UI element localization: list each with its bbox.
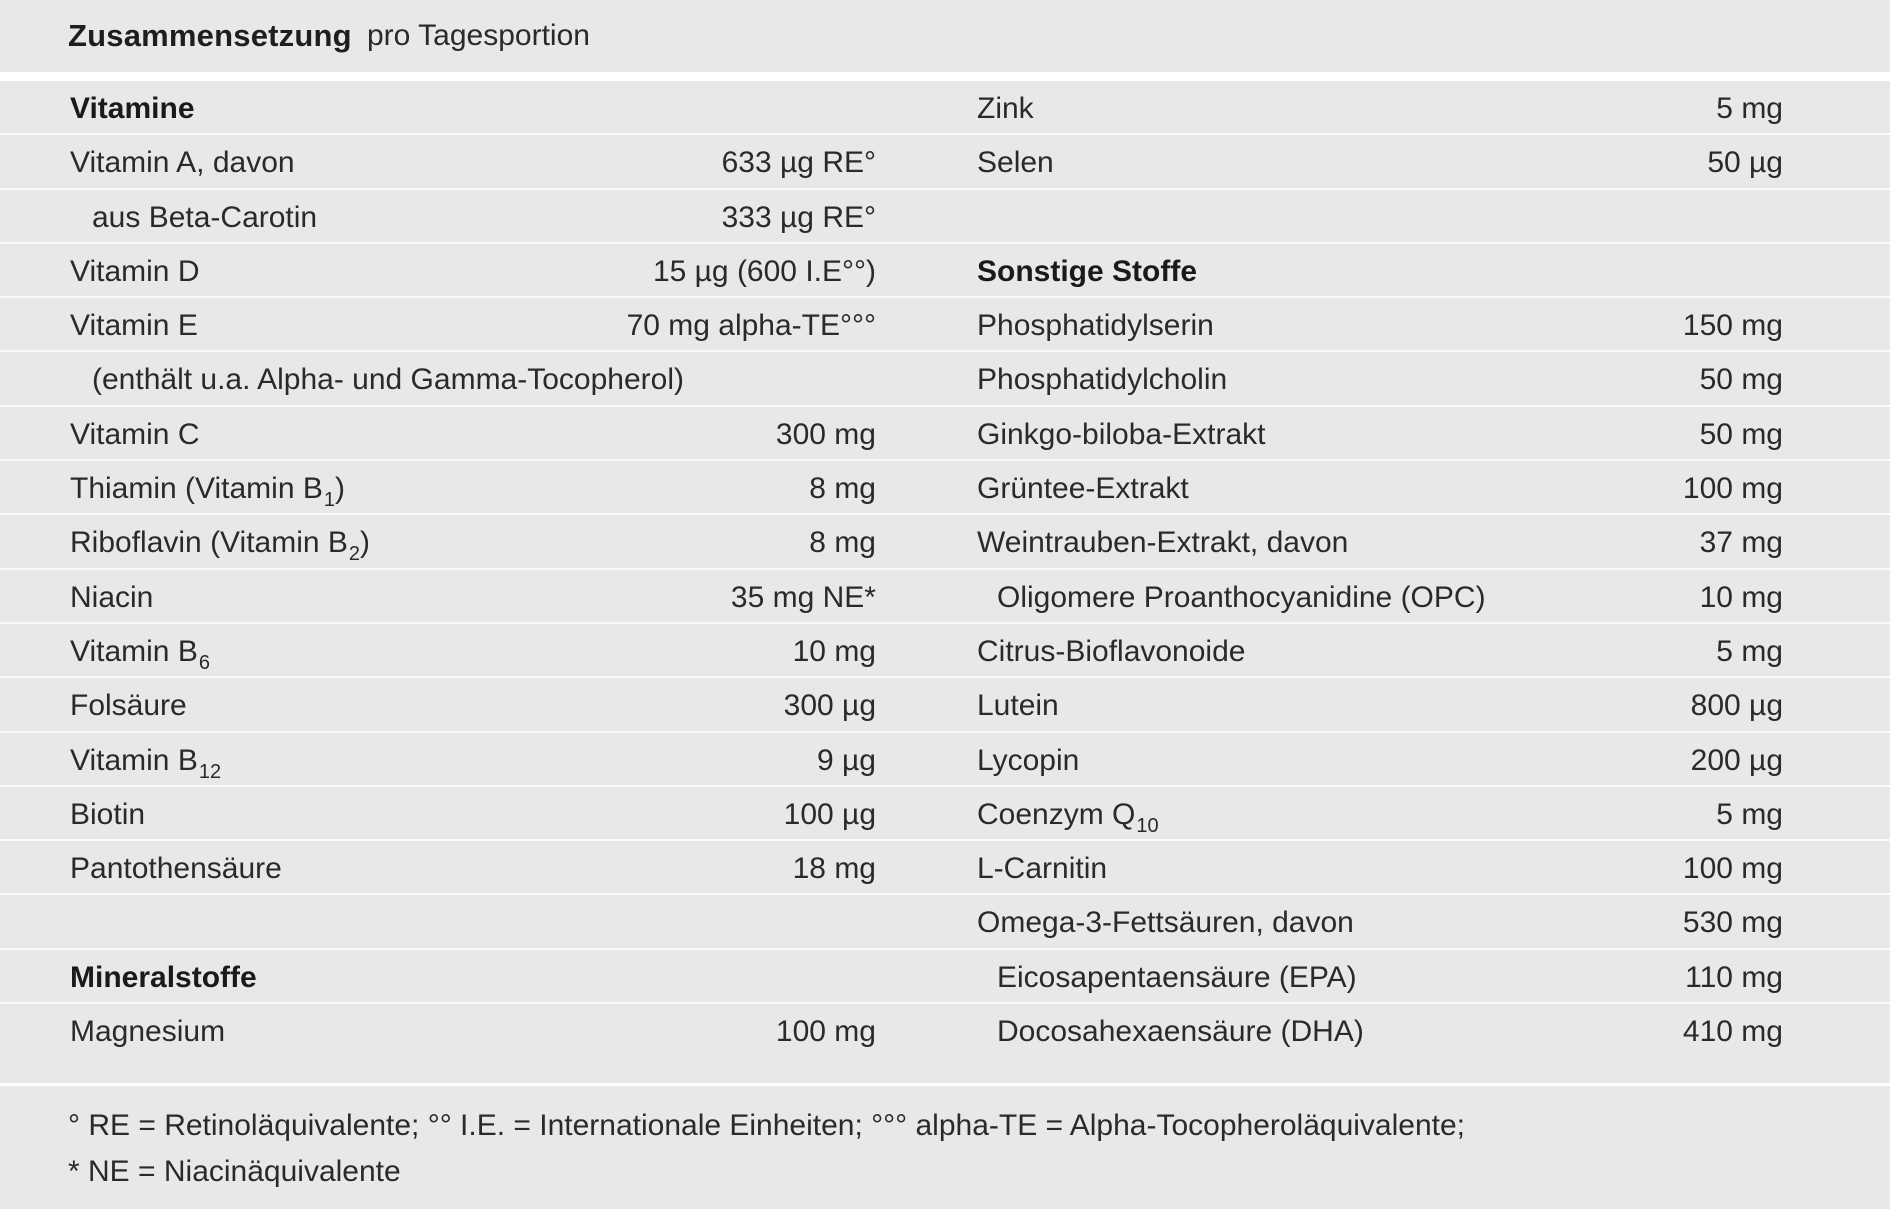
table-row [0,298,1890,352]
right-item-name: Docosahexaensäure (DHA) [997,1015,1364,1049]
left-item-name: Vitamin E [70,309,198,343]
right-item-value: 410 mg [1682,1015,1783,1049]
left-item-value: 300 mg [775,417,876,451]
right-item-name: Lycopin [977,743,1080,777]
left-item-value: 8 mg [809,472,876,506]
composition-header [0,0,1890,72]
right-item-value: 37 mg [1699,526,1783,560]
left-item-name: Vitamin $B_{12}$ [70,743,222,783]
left-item-value: 10 mg [792,634,876,668]
footnote-line-1: ° RE = Retinoläquivalente; °° I.E. = Internationale Einheiten; °°° alpha-TE = Alpha-Tocopheroläquivalente; [68,1109,1466,1142]
right-item-name: Omega-3-Fettsäuren, davon [977,906,1354,940]
left-item-name: Vitamin A, davon [70,146,295,180]
right-item-value: 5 mg [1716,92,1783,125]
table-row [0,244,1890,298]
right-item-name: Phosphatidylserin [977,309,1214,343]
footnotes [68,1103,1465,1195]
left-item-name: Folsäure [70,689,187,723]
right-item-name: Oligomere Proanthocyanidine (OPC) [997,580,1486,614]
left-item-subscript: 12 [198,760,222,783]
left-item-name: Vitamin D [70,254,200,288]
right-item-value: 530 mg [1682,906,1783,940]
right-item-name: Grüntee-Extrakt [977,472,1189,506]
table-row [0,135,1890,189]
left-item-name: Biotin [70,797,146,831]
table-row [0,733,1890,787]
left-item-name: Niacin [70,580,154,614]
table-row [0,895,1890,949]
right-item-name: Selen [977,146,1054,180]
right-item-name: Weintrauben-Extrakt, davon [977,526,1349,560]
header-divider [0,72,1890,81]
right-item-value: 100 mg [1682,472,1783,506]
footnote-line-2: * NE = Niacinäquivalente [68,1155,401,1188]
left-item-subscript: 1 [323,489,335,512]
left-item-value: 18 mg [792,852,876,886]
table-row [0,1004,1890,1058]
table-row [0,352,1890,406]
table-row [0,515,1890,569]
left-item-name: Thiamin (Vitamin $B_1$) [70,472,345,512]
right-item-name: Lutein [977,689,1059,723]
left-item-subscript: 2 [348,543,361,566]
left-item-value: 100 mg [775,1015,876,1049]
right-item-name: Ginkgo-biloba-Extrakt [977,417,1266,451]
left-item-subscript: 6 [198,651,210,674]
right-item-value: 200 µg [1690,743,1783,777]
left-item-value: 633 µg RE° [721,146,876,180]
right-item-name: L-Carnitin [977,852,1108,886]
left-item-name: Magnesium [70,1015,226,1049]
left-item-name: aus Beta-Carotin [92,200,318,234]
right-item-name: Zink [977,92,1034,125]
right-item-value: 5 mg [1716,797,1783,831]
left-item-name: Vitamin C [70,417,200,451]
right-item-value: 50 mg [1699,417,1783,451]
right-item-value: 50 µg [1707,146,1783,180]
composition-subtitle: pro Tagesportion [367,19,590,52]
composition-table [0,81,1890,1058]
right-item-value: 110 mg [1685,960,1783,994]
left-item-value: 70 mg alpha-TE°°° [626,309,876,343]
table-row [0,570,1890,624]
right-item-value: 150 mg [1682,309,1783,343]
left-section-heading: Vitamine [70,92,195,125]
right-item-name: Phosphatidylcholin [977,363,1228,397]
right-item-name: Coenzym $Q_{10}$ [977,797,1159,837]
table-row [0,678,1890,732]
left-item-value: 9 µg [817,743,876,777]
table-row [0,81,1890,135]
footer-divider [0,1083,1890,1086]
right-item-value: 5 mg [1716,634,1783,668]
right-item-value: 10 mg [1699,580,1783,614]
left-item-value: 15 µg (600 I.E°°) [652,254,876,288]
right-item-name: Citrus-Bioflavonoide [977,634,1246,668]
table-row [0,407,1890,461]
left-item-value: 35 mg NE* [730,580,876,614]
table-row [0,461,1890,515]
table-row [0,950,1890,1004]
left-item-name: Vitamin $B_6$ [70,634,210,674]
composition-title: Zusammensetzung [68,18,352,53]
left-item-name: (enthält u.a. Alpha- und Gamma-Tocopherol) [92,363,684,397]
right-item-value: 50 mg [1699,363,1783,397]
left-item-value: 8 mg [809,526,876,560]
right-item-name: Eicosapentaensäure (EPA) [997,960,1357,994]
left-item-name: Riboflavin (Vitamin $B_2$) [70,526,371,566]
right-item-subscript: 10 [1136,814,1159,837]
left-item-value: 333 µg RE° [721,200,876,234]
left-item-name: Pantothensäure [70,852,282,886]
table-row [0,624,1890,678]
left-item-value: 300 µg [783,689,876,723]
left-item-value: 100 µg [783,797,876,831]
right-item-value: 800 µg [1690,689,1783,723]
table-row [0,787,1890,841]
right-section-heading: Sonstige Stoffe [977,254,1198,288]
table-row [0,841,1890,895]
right-item-value: 100 mg [1682,852,1783,886]
left-section-heading: Mineralstoffe [70,960,257,994]
table-row [0,190,1890,244]
